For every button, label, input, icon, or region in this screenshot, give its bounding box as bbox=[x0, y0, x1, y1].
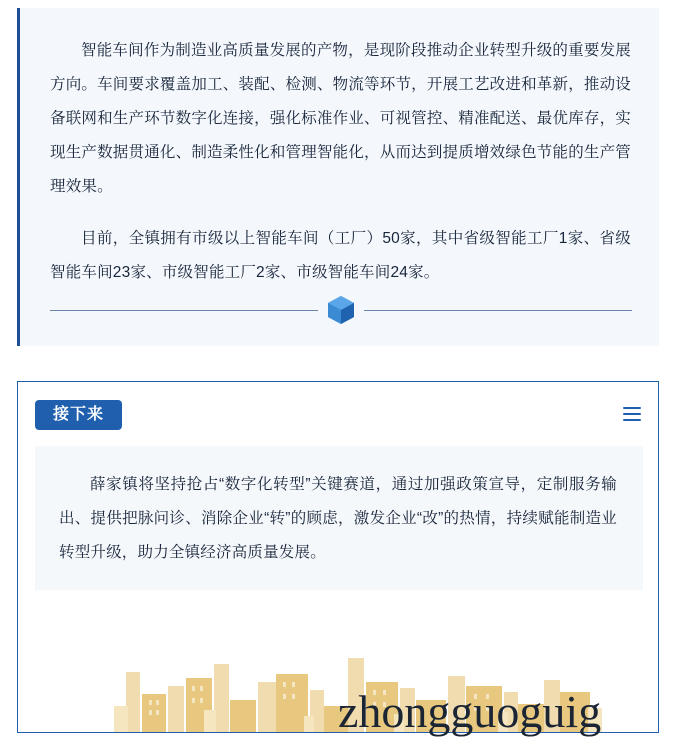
hamburger-bar-3 bbox=[623, 419, 641, 421]
divider-line-left bbox=[50, 310, 318, 311]
article-card bbox=[17, 8, 659, 346]
article-paragraph-1: 智能车间作为制造业高质量发展的产物，是现阶段推动企业转型升级的重要发展方向。车间要求覆盖加工、装配、检测、物流等环节，开展工艺改进和革新，推动设备联网和生产环节数字化连接，强化标准作业、可视管控、精准配送、最优库存，实现生产数据贯通化、制造柔性化和管理智能化，从而达到提质增效绿色节能的生产管理效果。 bbox=[50, 42, 631, 195]
divider-line-right bbox=[364, 310, 632, 311]
hamburger-bar-2 bbox=[623, 413, 641, 415]
cube-icon bbox=[321, 290, 361, 330]
next-section-block bbox=[17, 381, 659, 733]
next-section-paragraph: 薛家镇将坚持抢占“数字化转型”关键赛道，通过加强政策宣导，定制服务输出、提供把脉问诊、消除企业“转”的顾虑，激发企业“改”的热情，持续赋能制造业转型升级，助力全镇经济高质量发展。 bbox=[59, 476, 617, 561]
article-paragraph-2: 目前，全镇拥有市级以上智能车间（工厂）50家，其中省级智能工厂1家、省级智能车间23家、市级智能工厂2家、市级智能车间24家。 bbox=[50, 230, 631, 281]
next-section-tag: 接下来 bbox=[35, 400, 122, 430]
hamburger-menu-icon[interactable] bbox=[623, 407, 641, 421]
section-divider bbox=[50, 290, 632, 330]
next-section-header bbox=[35, 400, 643, 430]
watermark-text: zhongguoguig bbox=[338, 686, 602, 737]
next-section-body bbox=[35, 446, 643, 590]
hamburger-bar-1 bbox=[623, 407, 641, 409]
